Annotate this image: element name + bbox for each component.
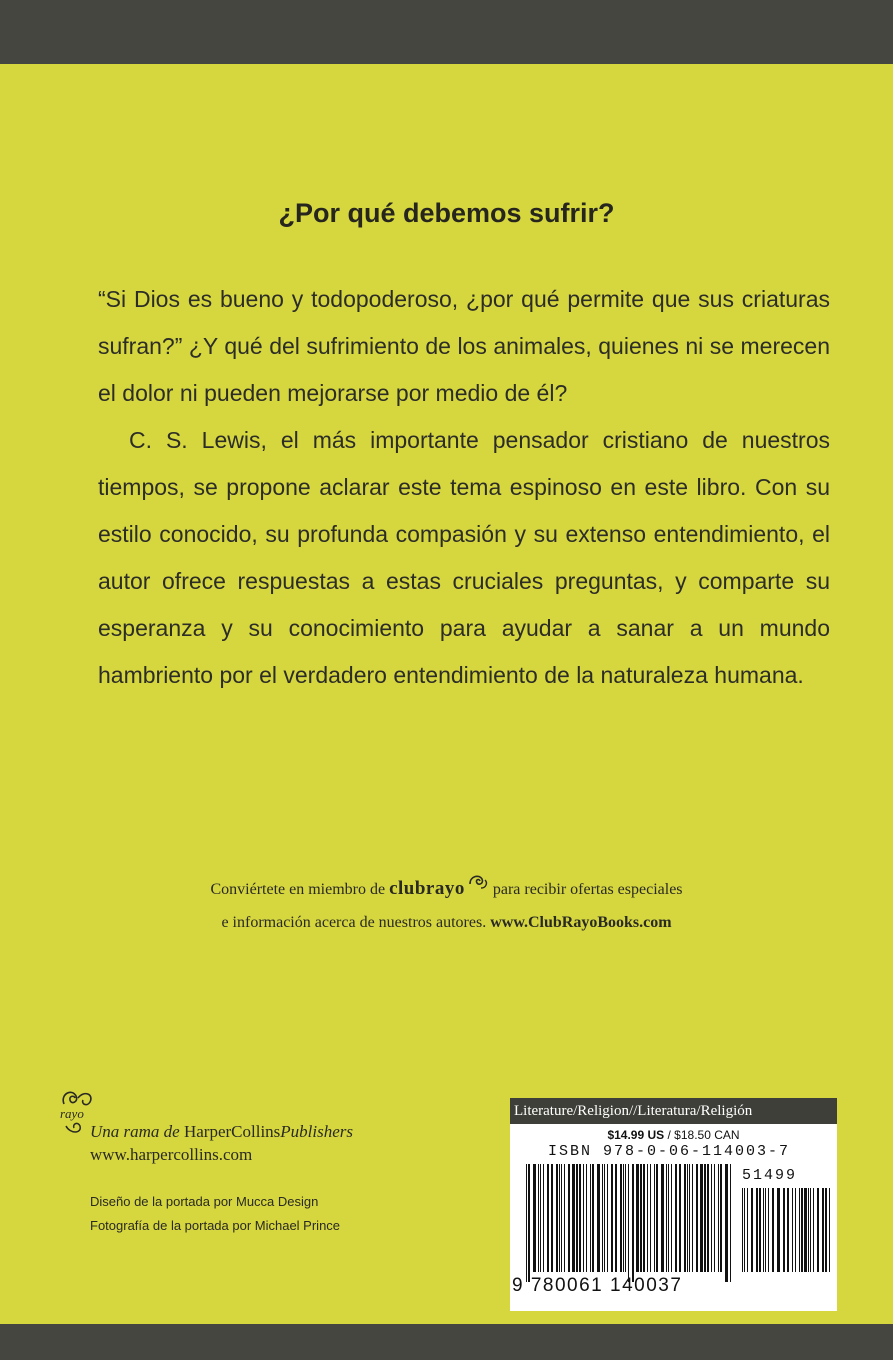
barcode-bar — [707, 1164, 709, 1272]
barcode-bar — [668, 1164, 669, 1272]
barcode-bar — [772, 1188, 774, 1272]
price-separator: / — [664, 1128, 675, 1142]
bottom-band — [0, 1324, 893, 1360]
barcode-bar — [602, 1164, 603, 1272]
ean-digits: 9 780061 140037 — [512, 1275, 683, 1296]
barcode-bar — [604, 1164, 605, 1272]
barcode-bar — [692, 1164, 693, 1272]
barcode-bar — [671, 1164, 672, 1272]
barcode-bar — [568, 1164, 570, 1272]
barcode-bar — [597, 1164, 600, 1272]
club-text-before: Conviértete en miembro de — [210, 881, 386, 898]
price-can: $18.50 CAN — [674, 1128, 740, 1142]
barcode-bar — [714, 1164, 715, 1272]
barcode-bar — [640, 1164, 642, 1272]
barcode-bar — [751, 1188, 753, 1272]
barcode-bar — [656, 1164, 658, 1272]
barcode-bar — [808, 1188, 809, 1272]
barcode-bar — [744, 1188, 745, 1272]
imprint-prefix: Una rama de — [90, 1122, 180, 1141]
barcode-bar — [817, 1188, 819, 1272]
publisher-website[interactable]: www.harpercollins.com — [90, 1145, 253, 1164]
back-cover-blurb — [98, 276, 830, 699]
club-url-link[interactable]: www.ClubRayoBooks.com — [490, 914, 672, 931]
price-us: $14.99 US — [607, 1128, 665, 1142]
barcode-bar — [711, 1164, 712, 1272]
barcode-bar — [742, 1188, 743, 1272]
photo-credit: Fotografía de la portada por Michael Prince — [90, 1218, 341, 1233]
category-label: Literature/Religion//Literatura/Religión — [510, 1098, 837, 1124]
barcode-bar — [689, 1164, 690, 1272]
clubrayo-logo — [389, 872, 489, 905]
top-band — [0, 0, 893, 64]
blurb-paragraph-1: “Si Dios es bueno y todopoderoso, ¿por qué permite que sus criaturas sufran?” ¿Y qué del sufrimiento de los animales, quienes ni se merecen el dolor ni pueden mejorarse por medio de él? — [98, 286, 830, 406]
barcode-bar — [787, 1188, 789, 1272]
barcode-bar — [813, 1188, 814, 1272]
barcode-bar — [538, 1164, 539, 1272]
barcode-bar — [623, 1164, 624, 1272]
barcode-bar — [625, 1164, 626, 1272]
barcode-bar — [725, 1164, 728, 1282]
club-promo — [0, 872, 893, 939]
barcode-bar — [700, 1164, 703, 1272]
barcode-bar — [628, 1164, 629, 1282]
barcode-bar — [747, 1188, 748, 1272]
barcode-bar — [756, 1188, 758, 1272]
barcode-bar — [720, 1164, 722, 1272]
barcode-bar — [759, 1188, 761, 1272]
blurb-paragraph-2: C. S. Lewis, el más importante pensador cristiano de nuestros tiempos, se propone aclarar este tema espinoso en este libro. Con su estilo conocido, su profunda compasión y su extenso entendimiento, el autor ofrece respuestas a estas cruciales preguntas, y comparte su esperanza y su conocimiento para ayudar a sanar a un mundo hambriento por el verdadero entendimiento de la naturaleza humana. — [98, 427, 830, 688]
barcode-bar — [543, 1164, 544, 1272]
imprint-suffix: Publishers — [280, 1122, 354, 1141]
barcode-bar — [643, 1164, 645, 1272]
barcode-bar — [666, 1164, 667, 1272]
barcode-bar — [768, 1188, 769, 1272]
publisher-imprint — [90, 1120, 353, 1166]
design-credit: Diseño de la portada por Mucca Design — [90, 1194, 319, 1209]
club-text-after: para recibir ofertas especiales — [492, 881, 683, 898]
barcode-bar — [777, 1188, 780, 1272]
barcode-bar — [540, 1164, 541, 1272]
barcode-bar — [654, 1164, 655, 1272]
barcode-bar — [620, 1164, 622, 1272]
barcode-bar — [661, 1164, 664, 1272]
barcode-bar — [579, 1164, 581, 1272]
imprint-house: HarperCollins — [183, 1122, 281, 1141]
barcode-bar — [647, 1164, 648, 1272]
barcode-bar — [810, 1188, 811, 1272]
barcode-bar — [783, 1188, 785, 1272]
swirl-icon — [467, 870, 489, 892]
barcode-bar — [551, 1164, 553, 1272]
barcode-bar — [556, 1164, 558, 1272]
barcode-bar — [564, 1164, 565, 1272]
barcode-bar — [559, 1164, 560, 1272]
barcode-bar — [799, 1188, 800, 1272]
barcode-bar — [586, 1164, 587, 1272]
barcode-bar — [829, 1188, 830, 1272]
barcode-bar — [679, 1164, 681, 1272]
barcode-bar — [650, 1164, 651, 1272]
barcode-bar — [684, 1164, 686, 1272]
barcode-bar — [528, 1164, 530, 1282]
barcode-bar — [763, 1188, 764, 1272]
barcode-bar — [730, 1164, 731, 1282]
barcode-bar — [822, 1188, 824, 1272]
barcode-bar — [636, 1164, 639, 1272]
barcode-bar — [795, 1188, 796, 1272]
barcode-bar — [801, 1188, 803, 1272]
barcode-panel — [510, 1098, 837, 1311]
barcode-bar — [615, 1164, 617, 1272]
barcode-bar — [765, 1188, 766, 1272]
barcode-bar — [583, 1164, 584, 1272]
clubrayo-logo-text: clubrayo — [389, 878, 465, 899]
barcode-bar — [526, 1164, 527, 1282]
barcode-bar — [607, 1164, 608, 1272]
barcode-bar — [696, 1164, 698, 1272]
barcode-bar — [576, 1164, 578, 1272]
headline: ¿Por qué debemos sufrir? — [278, 198, 615, 228]
barcode-bar — [825, 1188, 827, 1272]
barcode-bar — [792, 1188, 793, 1272]
barcode-bar — [632, 1164, 634, 1282]
barcode-bar — [561, 1164, 562, 1272]
barcode-bar — [592, 1164, 594, 1272]
club-text-line2: e información acerca de nuestros autores. — [221, 914, 487, 931]
addon-digits: 51499 — [742, 1167, 798, 1184]
barcode-bar — [572, 1164, 575, 1272]
cover-credits — [90, 1190, 340, 1238]
barcode-bar — [590, 1164, 591, 1272]
barcode-bar — [718, 1164, 719, 1272]
barcode-bar — [533, 1164, 536, 1272]
barcode-bar — [611, 1164, 613, 1272]
barcode-bar — [675, 1164, 677, 1272]
barcode-bar — [804, 1188, 807, 1272]
barcode-bar — [687, 1164, 688, 1272]
isbn-text: ISBN 978-0-06-114003-7 — [548, 1143, 791, 1160]
rayo-logo-text: rayo — [60, 1106, 84, 1121]
barcode-bar — [704, 1164, 706, 1272]
barcode-bar — [547, 1164, 549, 1272]
